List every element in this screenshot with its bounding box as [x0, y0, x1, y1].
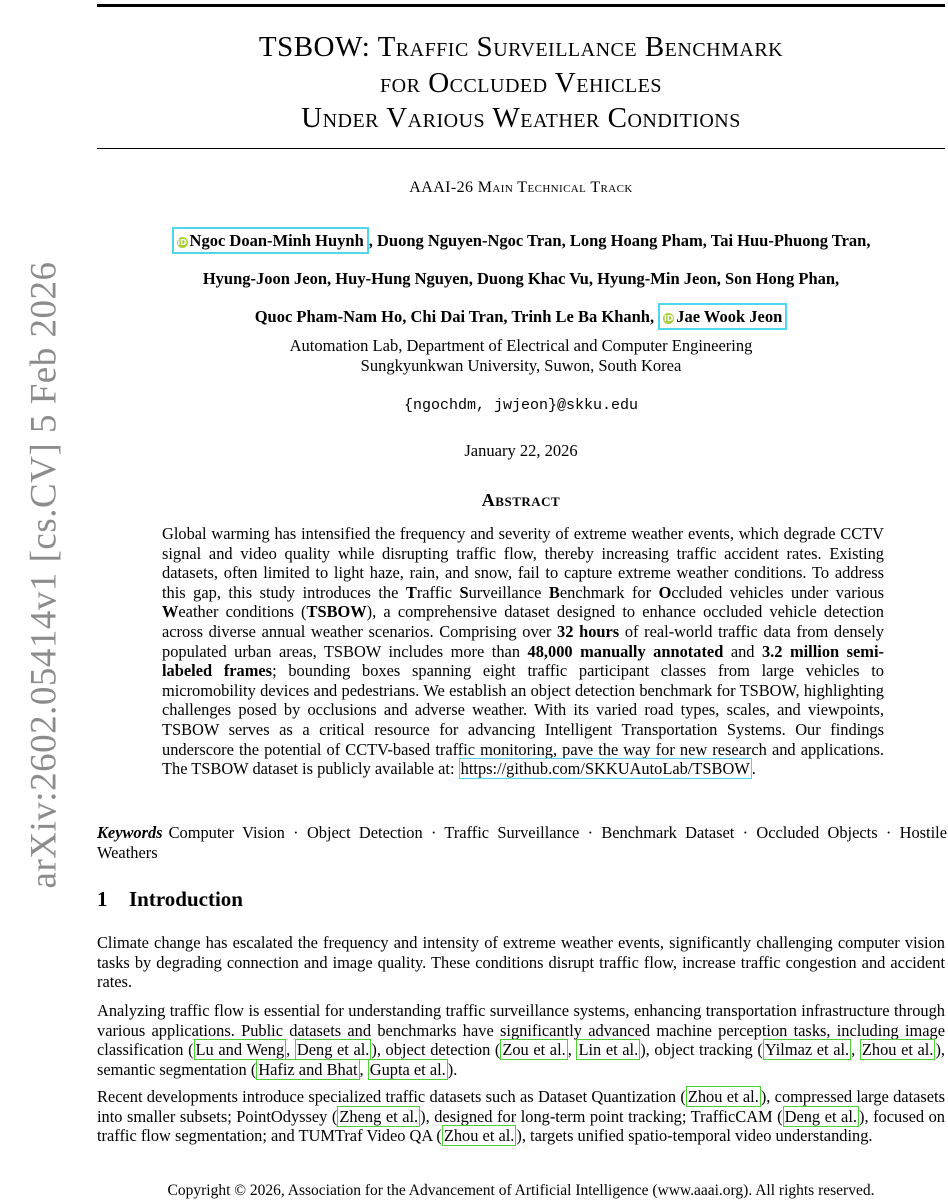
title-line: Under Various Weather Conditions [301, 102, 741, 134]
section-heading [97, 887, 243, 912]
citation-link[interactable]: Yilmaz et al. [764, 1040, 850, 1060]
author-line [97, 222, 945, 260]
citation-link[interactable]: Deng et al. [296, 1040, 370, 1060]
citation-link[interactable]: Zhou et al. [687, 1087, 759, 1106]
author-link-first[interactable] [172, 227, 369, 254]
citation-link[interactable]: Zhou et al. [443, 1126, 515, 1146]
affiliation [97, 336, 945, 376]
citation-link[interactable]: Deng et al. [784, 1106, 857, 1126]
author-list [97, 222, 945, 336]
arxiv-identifier: arXiv:2602.05414v1 [cs.CV] 5 Feb 2026 [23, 261, 65, 889]
author-link-last[interactable] [658, 303, 787, 330]
author-line [97, 298, 945, 336]
author-names: , Duong Nguyen-Ngoc Tran, Long Hoang Pham, Tai Huu-Phuong Tran, [368, 231, 871, 250]
author-names: Quoc Pham-Nam Ho, Chi Dai Tran, Trinh Le Ba Khanh, [254, 307, 659, 326]
intro-paragraph-2: Analyzing traffic flow is essential for understanding traffic surveillance systems, enhancing transportation infrastructure through various applications. Public datasets and benchmarks have significantly advanced machine perception tasks, including image classification ( Lu and Weng , Deng et al. ), object detection ( Zou et al. , Lin et al. ), object tracking ( Yilmaz et al. , Zhou et al. ), semantic segmentation ( Hafiz and Bhat , Gupta et al. ). [97, 1001, 945, 1079]
section-title: Introduction [129, 887, 243, 911]
affiliation-line: Automation Lab, Department of Electrical and Computer Engineering [289, 336, 753, 355]
conference-track: AAAI-26 Main Technical Track [409, 179, 633, 196]
orcid-icon[interactable]: iD [177, 238, 187, 247]
intro-paragraph-1: Climate change has escalated the frequency and intensity of extreme weather events, significantly challenging computer vision tasks by degrading connection and image quality. These conditions disrupt traffic flow, increase traffic congestion and accident rates. [97, 933, 945, 992]
citation-link[interactable]: Lu and Weng [195, 1040, 285, 1060]
affiliation-line: Sungkyunkwan University, Suwon, South Korea [360, 356, 682, 375]
title-top-rule [97, 4, 945, 7]
citation-link[interactable]: Zou et al. [502, 1040, 566, 1060]
title-line: for Occluded Vehicles [380, 66, 662, 99]
keywords [97, 823, 947, 862]
author-email: {ngochdm, jwjeon}@skku.edu [403, 397, 639, 414]
paper-date: January 22, 2026 [464, 441, 578, 460]
author-name: Ngoc Doan-Minh Huynh [189, 231, 364, 250]
section-number: 1 [97, 887, 108, 911]
citation-link[interactable]: Hafiz and Bhat [258, 1059, 358, 1079]
abstract-text: Global warming has intensified the frequency and severity of extreme weather events, which degrade CCTV signal and video quality while disrupting traffic flow, thereby increasing traffic accident rates. Existing datasets, often limited to light haze, rain, and snow, fail to capture extreme weather conditions. To address this gap, this study introduces the Traffic Surveillance Benchmark for Occluded vehicles under various Weather conditions (TSBOW), a comprehensive dataset designed to enhance occluded vehicle detection across diverse annual weather scenarios. Comprising over 32 hours of real-world traffic data from densely populated urban areas, TSBOW includes more than 48,000 manually annotated and 3.2 million semi-labeled frames; bounding boxes spanning eight traffic participant classes from large vehicles to micromobility devices and pedestrians. We establish an object detection benchmark for TSBOW, highlighting challenges posed by occlusions and adverse weather. With its varied road types, scales, and viewpoints, TSBOW serves as a critical resource for advancing Intelligent Transportation Systems. Our findings underscore the potential of CCTV-based traffic monitoring, pave the way for new research and applications. The TSBOW dataset is publicly available at: https://github.com/SKKUAutoLab/TSBOW . [162, 524, 885, 779]
author-line: Hyung-Joon Jeon, Huy-Hung Nguyen, Duong Khac Vu, Hyung-Min Jeon, Son Hong Phan, [202, 269, 840, 288]
abstract-heading: Abstract [481, 490, 561, 510]
copyright-notice: Copyright © 2026, Association for the Advancement of Artificial Intelligence (www.aaai.org). All rights reserved. [167, 1182, 875, 1199]
orcid-icon[interactable]: iD [664, 314, 674, 323]
keywords-label: Keywords [97, 823, 163, 842]
intro-paragraph-3: Recent developments introduce specialized traffic datasets such as Dataset Quantization ( Zhou et al. ), compressed large datasets into smaller subsets; PointOdyssey ( Zheng et al. ), designed for long-term point tracking; TrafficCAM ( Deng et al. ), focused on traffic flow segmentation; and TUMTraf Video QA ( Zhou et al. ), targets unified spatio-temporal video understanding. [97, 1087, 946, 1146]
citation-link[interactable]: Lin et al. [578, 1040, 639, 1060]
title-bottom-rule [97, 148, 945, 149]
title-line: TSBOW: Traffic Surveillance Benchmark [258, 31, 784, 63]
keywords-list: Computer Vision · Object Detection · Traffic Surveillance · Benchmark Dataset · Occluded Objects · Hostile Weathers [97, 823, 947, 862]
author-name: Jae Wook Jeon [676, 307, 783, 326]
paper-title [97, 30, 945, 137]
citation-link[interactable]: Zhou et al. [861, 1040, 934, 1060]
dataset-link[interactable]: https://github.com/SKKUAutoLab/TSBOW [460, 759, 750, 779]
citation-link[interactable]: Gupta et al. [369, 1059, 446, 1079]
citation-link[interactable]: Zheng et al. [339, 1106, 419, 1126]
